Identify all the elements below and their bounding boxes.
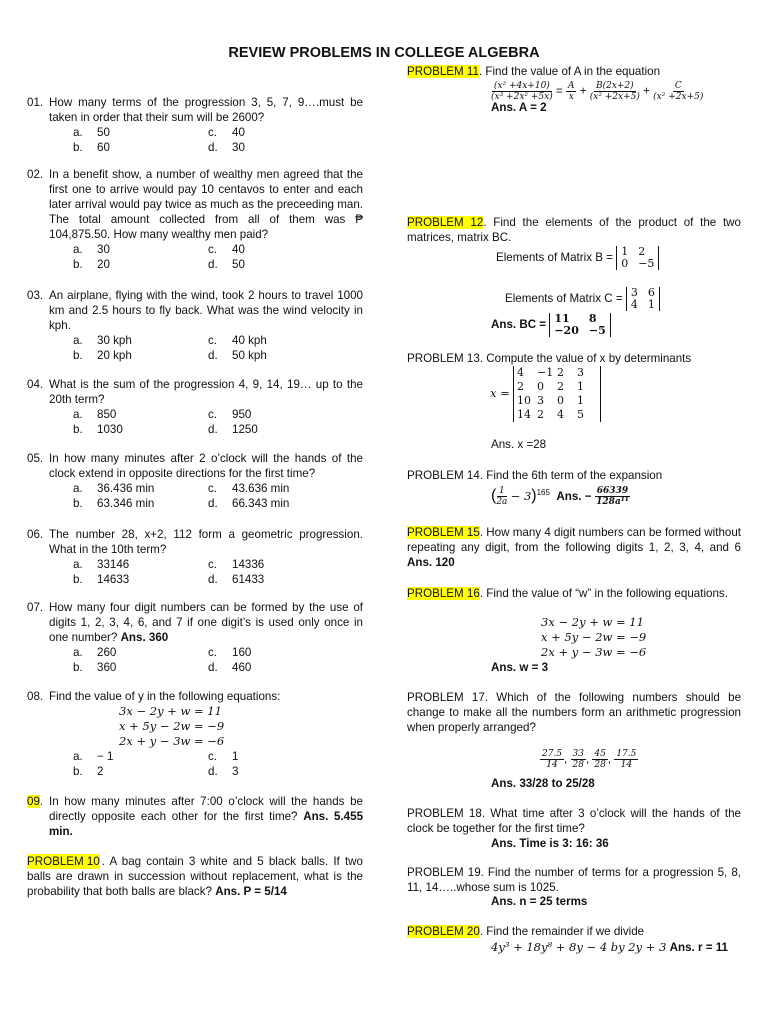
- choice-a: a. 33146: [73, 558, 130, 571]
- partial-fraction-equation: $\frac{\text{(x² +4x+10)}}{\text{(x³ +2x² +5x)}}$ = $\frac{A}{x}$ + $\frac{B(2x+2)}{\text{(x² +2x+5)}}$ + $\frac{C}{\text{(x² +2x+5)}}$: [491, 81, 704, 102]
- choices: [73, 125, 363, 155]
- choices: [73, 407, 363, 437]
- problem-17: [407, 690, 741, 735]
- choice-d: d. 460: [208, 661, 252, 674]
- question-02: [27, 167, 363, 272]
- problem-text: . Find the value of A in the equation: [478, 65, 661, 78]
- question-06: [27, 527, 363, 587]
- question-number: 05.: [27, 452, 44, 465]
- question-03: [27, 288, 363, 363]
- matrix-b: 1 2 0 −5: [616, 246, 659, 270]
- choice-d: d. 66.343 min: [208, 497, 290, 510]
- question-number: 04.: [27, 378, 44, 391]
- determinant-matrix: 4 −1 2 3 2 0 2 1 10 3 0 1 14 2 4 5: [513, 366, 601, 422]
- question-01: [27, 95, 363, 155]
- problem-label: PROBLEM 20: [407, 925, 480, 938]
- problem-10-body: [27, 854, 363, 899]
- choices: [73, 242, 363, 272]
- question-text: How many terms of the progression 3, 5, 7, 9….must be taken in order that their sum will be 2600?: [49, 96, 363, 124]
- question-number: 01.: [27, 96, 44, 109]
- choice-a: a. 850: [73, 408, 117, 421]
- choice-c: c. 43.636 min: [208, 482, 290, 495]
- problem-19: [407, 865, 741, 895]
- problem-text: . Find the elements of the product of the two matrices, matrix BC.: [407, 216, 741, 244]
- equation: 3x − 2y + w = 11: [119, 704, 222, 718]
- answer: Ans. r = 11: [669, 941, 728, 954]
- question-text: In a benefit show, a number of wealthy men agreed that the first one to arrive would pay 10 centavos to enter and each later arrival would pay twice as much as the preceeding man. The total amount collected from all of them was ₱ 104,875.50. How many wealthy men paid?: [49, 168, 363, 241]
- equation: x + 5y − 2w = −9: [119, 719, 225, 733]
- fraction: $\frac{33}{28}$: [572, 749, 584, 770]
- choice-b: b. 63.346 min: [73, 497, 155, 510]
- problem-20: [407, 924, 741, 939]
- answer: Ans. Time is 3: 16: 36: [491, 837, 609, 850]
- choice-a: a. 50: [73, 126, 110, 139]
- problem-14: [407, 468, 741, 507]
- question-number: 09.: [27, 795, 44, 808]
- answer: Ans. 360: [120, 631, 169, 644]
- choices: [73, 557, 363, 587]
- choice-d: d. 61433: [208, 573, 265, 586]
- choice-d: d. 30: [208, 141, 245, 154]
- matrix-c: 3 6 4 1: [626, 287, 660, 311]
- choice-d: d. 50: [208, 258, 245, 271]
- problem-label: PROBLEM 10: [27, 855, 100, 868]
- choice-c: c. 14336: [208, 558, 265, 571]
- problem-label: PROBLEM 16: [407, 587, 480, 600]
- question-number: 06.: [27, 528, 44, 541]
- choice-c: c. 40: [208, 243, 245, 256]
- problem-text: . Find the remainder if we divide: [479, 925, 645, 938]
- determinant-row: x = 4 −1 2 3 2 0 2 1 10 3 0 1 14 2 4 5: [490, 366, 601, 422]
- question-number: 07.: [27, 601, 44, 614]
- problem-11: [407, 64, 741, 115]
- question-text: In how many minutes after 2 o’clock will the hands of the clock extend in opposite directions for the first time?: [49, 452, 363, 480]
- question-number: 02.: [27, 168, 44, 181]
- problem-12: [407, 215, 741, 245]
- question-text: In how many minutes after 7:00 o’clock will the hands be directly opposite each other for the first time? Ans. 5.455 min.: [49, 795, 364, 838]
- problem-label: PROBLEM 13: [407, 352, 480, 365]
- answer: Ans. w = 3: [491, 661, 549, 674]
- choices: [73, 333, 363, 363]
- choice-b: b. 20 kph: [73, 349, 132, 362]
- matrix-bc: 11 8 −20 −5: [549, 313, 610, 337]
- problem-text: . How many 4 digit numbers can be formed without repeating any digit, from the following digits 1, 2, 3, 4, and 6: [407, 526, 742, 554]
- answer-bc-row: Ans. BC = 11 8 −20 −5: [491, 313, 611, 337]
- choice-c: c. 1: [208, 750, 239, 763]
- choice-d: d. 3: [208, 765, 239, 778]
- fraction: $\frac{45}{28}$: [594, 749, 606, 770]
- answer: Ans. 120: [407, 556, 455, 569]
- fraction: $\frac{27.5}{14}$: [542, 749, 563, 770]
- problem-label: PROBLEM 18: [407, 807, 482, 820]
- choice-c: c. 40: [208, 126, 245, 139]
- problem-label: PROBLEM 12: [407, 216, 484, 229]
- choices: [73, 645, 363, 675]
- matrix-c-row: Elements of Matrix C = 3 6 4 1: [505, 287, 660, 311]
- problem-text: . Find the 6th term of the expansion: [479, 469, 663, 482]
- problem-text: . What time after 3 o’clock will the hands of the clock be together for the first time?: [407, 807, 741, 835]
- problem-16: [407, 586, 741, 601]
- problem-text: . Which of the following numbers should be change to make all the numbers form an arithmetic progression when properly arranged?: [407, 691, 742, 734]
- choice-d: d. 50 kph: [208, 349, 267, 362]
- question-05: [27, 451, 363, 511]
- choice-c: c. 950: [208, 408, 252, 421]
- equation-system: 3x − 2y + w = 11 x + 5y − 2w = −9 2x + y − 3w = −6: [541, 615, 647, 659]
- question-text: How many four digit numbers can be formed by the use of digits 1, 2, 3, 4, 6, and 7 if one digit’s is used only once in one number? Ans. 360: [49, 601, 363, 644]
- problem-text: . Compute the value of x by determinants: [479, 352, 692, 365]
- question-text: An airplane, flying with the wind, took 2 hours to travel 1000 km and 2.5 hours to fly back. What was the wind velocity in kph.: [49, 289, 363, 332]
- choice-b: b. 60: [73, 141, 110, 154]
- problem-label: PROBLEM 11: [407, 65, 479, 78]
- answer: Ans. P = 5/14: [215, 885, 287, 898]
- choice-a: a. 260: [73, 646, 117, 659]
- answer: Ans. x =28: [491, 438, 547, 451]
- answer: Ans. n = 25 terms: [491, 895, 588, 908]
- choice-b: b. 1030: [73, 423, 123, 436]
- choice-b: b. 360: [73, 661, 117, 674]
- fraction-list: $\frac{27.5}{14}$ , $\frac{33}{28}$ , $\frac{45}{28}$ , $\frac{17.5}{14}$: [542, 749, 637, 770]
- page-title: REVIEW PROBLEMS IN COLLEGE ALGEBRA: [228, 45, 540, 61]
- choice-b: b. 2: [73, 765, 104, 778]
- answer: Ans. 5.455 min.: [49, 810, 364, 838]
- choices: [73, 481, 363, 511]
- problem-text: . Find the value of “w” in the following equations.: [479, 587, 728, 600]
- choice-c: c. 160: [208, 646, 252, 659]
- question-07: [27, 600, 363, 675]
- choice-a: a. 36.436 min: [73, 482, 155, 495]
- choices: [73, 749, 363, 779]
- problem-label: PROBLEM 15: [407, 526, 480, 539]
- answer: Ans. A = 2: [491, 101, 547, 114]
- question-number: 08.: [27, 690, 44, 703]
- question-text: Find the value of y in the following equations:: [49, 690, 281, 703]
- problem-18: [407, 806, 741, 836]
- choice-a: a. 30 kph: [73, 334, 132, 347]
- problem-label: PROBLEM 14: [407, 469, 480, 482]
- question-number: 03.: [27, 289, 44, 302]
- equation-system: [119, 704, 363, 749]
- fraction: $\frac{17.5}{14}$: [616, 749, 637, 770]
- choice-a: a. − 1: [73, 750, 114, 763]
- problem-text: . A bag contain 3 white and 5 black balls. If two balls are drawn in succession without replacement, what is the probability that both balls are black?: [27, 855, 363, 898]
- choice-a: a. 30: [73, 243, 110, 256]
- problem-15: [407, 525, 741, 570]
- problem-label: PROBLEM 19: [407, 866, 481, 879]
- question-04: [27, 377, 363, 437]
- expansion-expression: ( $\frac{1}{2a}$ − 3)$^{165}$ Ans. − $\frac{66339}{\text{128a¹¹}}$: [491, 486, 629, 508]
- problem-text: . Find the number of terms for a progression 5, 8, 11, 14…..whose sum is 1025.: [407, 866, 741, 894]
- choice-b: b. 20: [73, 258, 110, 271]
- problem-13: [407, 351, 741, 366]
- question-text: The number 28, x+2, 112 form a geometric progression. What in the 10th term?: [49, 528, 363, 556]
- problem-label: PROBLEM 17: [407, 691, 485, 704]
- question-09: [27, 794, 363, 839]
- question-text: What is the sum of the progression 4, 9, 14, 19… up to the 20th term?: [49, 378, 363, 406]
- equation: 2x + y − 3w = −6: [119, 734, 225, 748]
- matrix-b-row: Elements of Matrix B = 1 2 0 −5: [496, 246, 659, 270]
- choice-b: b. 14633: [73, 573, 130, 586]
- division-expression: 4y³ + 18y⁸ + 8y − 4 by 2y + 3 Ans. r = 11: [491, 940, 728, 954]
- question-08: [27, 689, 363, 779]
- choice-c: c. 40 kph: [208, 334, 267, 347]
- choice-d: d. 1250: [208, 423, 258, 436]
- answer: Ans. 33/28 to 25/28: [491, 777, 595, 790]
